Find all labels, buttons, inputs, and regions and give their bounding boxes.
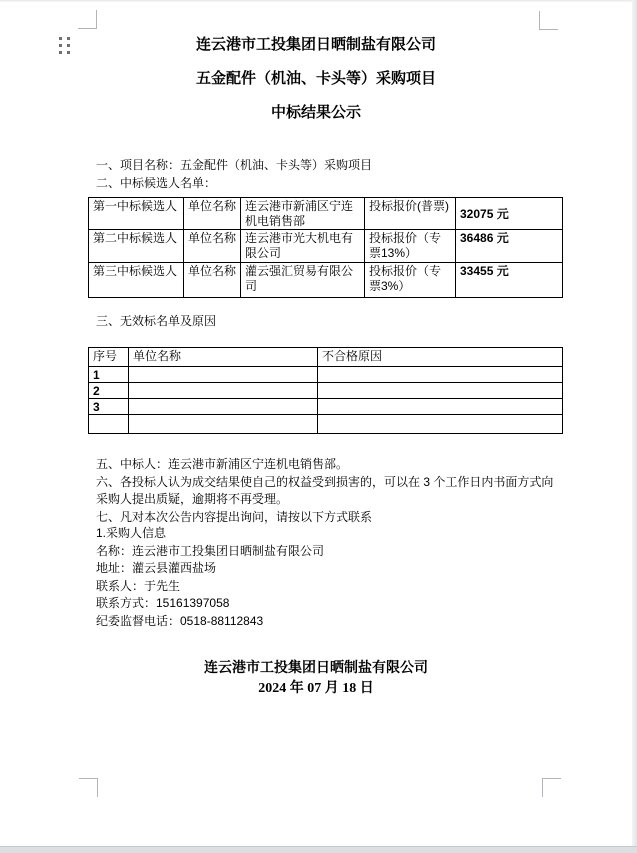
price-label-cell: 投标报价（专票3%）	[365, 263, 456, 298]
page-edge-top	[0, 0, 637, 2]
rank-cell: 第一中标候选人	[89, 198, 184, 230]
footer-signature	[0, 657, 632, 699]
seq-cell: 1	[89, 367, 129, 383]
price-cell: 32075 元	[456, 198, 563, 230]
footer-date: 2024 年 07 月 18 日	[258, 681, 374, 696]
company-cell: 灌云强汇贸易有限公司	[241, 263, 365, 298]
footer-company: 连云港市工投集团日晒制盐有限公司	[204, 659, 428, 675]
table-header-row	[89, 348, 563, 367]
rank-cell: 第三中标候选人	[89, 263, 184, 298]
doc-title-announcement: 中标结果公示	[270, 104, 361, 121]
price-label-cell: 投标报价（专票13%）	[365, 230, 456, 263]
unit-cell	[129, 399, 318, 415]
purchaser-name: 名称：连云港市工投集团日晒制盐有限公司	[96, 543, 325, 558]
table-row	[89, 399, 563, 415]
crop-mark-bottom-left	[79, 778, 98, 797]
doc-title-project: 五金配件（机油、卡头等）采购项目	[195, 70, 436, 87]
reason-cell	[318, 399, 563, 415]
reason-cell	[318, 383, 563, 399]
company-cell: 连云港市光大机电有限公司	[241, 230, 365, 263]
reason-cell	[318, 415, 563, 434]
table-row	[89, 383, 563, 399]
section-5-6-7	[96, 456, 564, 526]
price-cell: 33455 元	[456, 263, 563, 298]
seq-cell: 3	[89, 399, 129, 415]
section-1-2	[96, 156, 564, 192]
page-edge-right	[632, 0, 637, 853]
invalid-bids-table	[88, 347, 563, 434]
candidates-table	[88, 197, 563, 298]
section-invalid-heading: 三、无效标名单及原因	[96, 314, 217, 328]
purchaser-address: 地址：灌云县灌西盐场	[96, 561, 217, 576]
section-inquiry: 七、凡对本次公告内容提出询问，请按以下方式联系	[96, 509, 373, 524]
seq-header: 序号	[89, 348, 129, 367]
table-row	[89, 230, 563, 263]
section-candidates-heading: 二、中标候选人名单：	[96, 176, 217, 190]
section-objection: 六、各投标人认为成交结果使自己的权益受到损害的，可以在 3 个工作日内书面方式向采购人提出质疑，逾期将不再受理。	[96, 474, 554, 507]
section-winner: 五、中标人：连云港市新浦区宁连机电销售部。	[96, 457, 349, 471]
rank-cell: 第二中标候选人	[89, 230, 184, 263]
unit-cell	[129, 383, 318, 399]
purchaser-info-heading: 1.采购人信息	[96, 526, 167, 540]
crop-mark-top-left	[78, 10, 97, 29]
price-cell: 36486 元	[456, 230, 563, 263]
page-edge-bottom	[0, 846, 637, 853]
unit-label-cell: 单位名称	[184, 198, 241, 230]
title-block	[0, 28, 632, 130]
unit-label-cell: 单位名称	[184, 230, 241, 263]
reason-header: 不合格原因	[318, 348, 563, 367]
seq-cell	[89, 415, 129, 434]
contact-person: 联系人：于先生	[96, 578, 181, 593]
table-row	[89, 263, 563, 298]
unit-header: 单位名称	[129, 348, 318, 367]
contact-phone: 联系方式：15161397058	[96, 596, 230, 611]
section-project-name: 一、项目名称：五金配件（机油、卡头等）采购项目	[96, 158, 373, 172]
table-row	[89, 367, 563, 383]
purchaser-info	[96, 525, 564, 631]
unit-label-cell: 单位名称	[184, 263, 241, 298]
unit-cell	[129, 367, 318, 383]
supervision-phone: 纪委监督电话：0518-88112843	[96, 613, 264, 628]
unit-cell	[129, 415, 318, 434]
doc-title-company: 连云港市工投集团日晒制盐有限公司	[195, 36, 436, 53]
table-row	[89, 198, 563, 230]
section-3	[96, 312, 564, 330]
price-label-cell: 投标报价(普票)	[365, 198, 456, 230]
company-cell: 连云港市新浦区宁连机电销售部	[241, 198, 365, 230]
table-row	[89, 415, 563, 434]
seq-cell: 2	[89, 383, 129, 399]
crop-mark-bottom-right	[542, 778, 561, 797]
reason-cell	[318, 367, 563, 383]
